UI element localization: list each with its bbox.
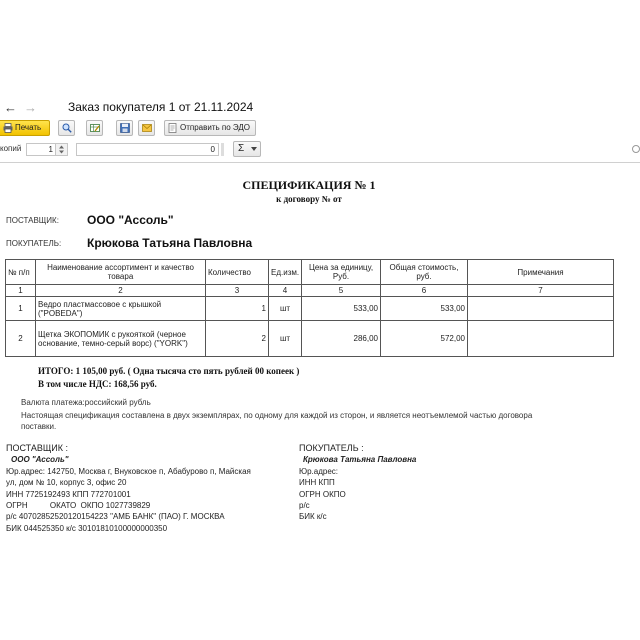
header-cell: № п/п bbox=[6, 260, 36, 285]
sum-icon: Σ bbox=[238, 143, 245, 154]
print-button[interactable] bbox=[0, 120, 50, 136]
row-product-name: Щетка ЭКОПОМИК с рукояткой (черное основание, темно-серый ворс) ("YORK") bbox=[36, 321, 206, 357]
supplier-address-line-1: Юр.адрес: 142750, Москва г, Внуковское п, Абабурово п, Майская bbox=[6, 467, 251, 476]
spec-heading: СПЕЦИФИКАЦИЯ № 1 bbox=[242, 178, 376, 192]
scroll-marker-icon[interactable] bbox=[632, 145, 640, 153]
buyer-requisites-name: Крюкова Татьяна Павловна bbox=[303, 455, 417, 464]
column-number: 5 bbox=[302, 285, 381, 297]
row-price: 533,00 bbox=[302, 297, 381, 321]
pages-value: 0 bbox=[210, 145, 215, 154]
forward-arrow-icon[interactable]: → bbox=[24, 100, 37, 115]
supplier-ogrn: ОГРН ОКАТО ОКПО 1027739829 bbox=[6, 501, 151, 510]
edo-document-icon bbox=[168, 123, 178, 133]
row-note bbox=[468, 297, 614, 321]
supplier-label: ПОСТАВЩИК: bbox=[6, 216, 59, 225]
currency-line: Валюта платежа:российский рубль bbox=[21, 398, 151, 407]
copies-label: копий bbox=[0, 144, 22, 153]
column-number: 2 bbox=[36, 285, 206, 297]
row-number: 2 bbox=[6, 321, 36, 357]
agreement-note-line-1: Настоящая спецификация составлена в двух экземплярах, по одному для каждой из сторон, и является неотъемлемой частью договора bbox=[21, 411, 533, 420]
toolbar-divider bbox=[0, 162, 640, 163]
header-cell: Наименование ассортимент и качество товара bbox=[36, 260, 206, 285]
buyer-address: Юр.адрес: bbox=[299, 467, 338, 476]
floppy-disk-icon bbox=[120, 123, 130, 133]
row-total: 572,00 bbox=[381, 321, 468, 357]
buyer-label: ПОКУПАТЕЛЬ: bbox=[6, 239, 62, 248]
copies-value: 1 bbox=[48, 145, 53, 154]
row-product-name: Ведро пластмассовое с крышкой ("POBEDA") bbox=[36, 297, 206, 321]
vat-line: В том числе НДС: 168,56 руб. bbox=[38, 379, 157, 389]
column-number: 1 bbox=[6, 285, 36, 297]
buyer-bik: БИК к/с bbox=[299, 512, 327, 521]
supplier-address-line-2: ул, дом № 10, корпус 3, офис 20 bbox=[6, 478, 127, 487]
supplier-account: р/с 40702852520120154223 "АМБ БАНК" (ПАО) Г. МОСКВА bbox=[6, 512, 225, 521]
buyer-account: р/с bbox=[299, 501, 310, 510]
supplier-bik: БИК 044525350 к/с 30101810100000000350 bbox=[6, 524, 168, 533]
row-quantity: 2 bbox=[206, 321, 269, 357]
buyer-inn: ИНН КПП bbox=[299, 478, 335, 487]
chevron-down-icon bbox=[251, 147, 257, 151]
back-arrow-icon[interactable]: ← bbox=[4, 100, 17, 115]
save-button[interactable] bbox=[116, 120, 133, 136]
field-separator bbox=[221, 143, 224, 156]
mail-button[interactable] bbox=[138, 120, 155, 136]
buyer-name: Крюкова Татьяна Павловна bbox=[87, 236, 253, 250]
supplier-name: ООО "Ассоль" bbox=[87, 213, 174, 227]
row-price: 286,00 bbox=[302, 321, 381, 357]
send-edo-button[interactable] bbox=[164, 120, 256, 136]
spec-subheading: к договору № от bbox=[276, 194, 342, 204]
header-cell: Цена за единицу, Руб. bbox=[302, 260, 381, 285]
specification-table bbox=[5, 259, 614, 357]
preview-button[interactable] bbox=[58, 120, 75, 136]
row-number: 1 bbox=[6, 297, 36, 321]
table-row bbox=[6, 297, 614, 321]
window-title: Заказ покупателя 1 от 21.11.2024 bbox=[68, 100, 254, 114]
column-number: 7 bbox=[468, 285, 614, 297]
edit-table-icon bbox=[90, 123, 100, 133]
header-cell: Количество bbox=[206, 260, 269, 285]
magnifier-icon bbox=[62, 123, 72, 133]
buyer-ogrn: ОГРН ОКПО bbox=[299, 490, 346, 499]
row-note bbox=[468, 321, 614, 357]
supplier-inn: ИНН 7725192493 КПП 772701001 bbox=[6, 490, 131, 499]
table-header-row bbox=[6, 260, 614, 285]
pages-field[interactable] bbox=[76, 143, 219, 156]
total-line: ИТОГО: 1 105,00 руб. ( Одна тысяча сто пять рублей 00 копеек ) bbox=[38, 366, 300, 376]
column-number: 4 bbox=[269, 285, 302, 297]
row-quantity: 1 bbox=[206, 297, 269, 321]
supplier-requisites-label: ПОСТАВЩИК : bbox=[6, 443, 69, 453]
envelope-icon bbox=[142, 124, 152, 132]
header-cell: Общая стоимость, руб. bbox=[381, 260, 468, 285]
row-unit: шт bbox=[269, 321, 302, 357]
row-total: 533,00 bbox=[381, 297, 468, 321]
buyer-requisites-label: ПОКУПАТЕЛЬ : bbox=[299, 443, 364, 453]
row-unit: шт bbox=[269, 297, 302, 321]
printer-icon bbox=[3, 123, 13, 133]
print-label: Печать bbox=[15, 123, 42, 132]
column-number: 6 bbox=[381, 285, 468, 297]
copies-stepper[interactable] bbox=[26, 143, 68, 156]
table-number-row bbox=[6, 285, 614, 297]
copies-spin-icon[interactable] bbox=[55, 144, 67, 155]
header-cell: Примечания bbox=[468, 260, 614, 285]
agreement-note-line-2: поставки. bbox=[21, 422, 57, 431]
column-number: 3 bbox=[206, 285, 269, 297]
header-cell: Ед.изм. bbox=[269, 260, 302, 285]
edit-button[interactable] bbox=[86, 120, 103, 136]
supplier-requisites-name: ООО "Ассоль" bbox=[11, 455, 69, 464]
table-row bbox=[6, 321, 614, 357]
sum-button[interactable] bbox=[233, 141, 261, 157]
edo-label: Отправить по ЭДО bbox=[180, 123, 251, 132]
